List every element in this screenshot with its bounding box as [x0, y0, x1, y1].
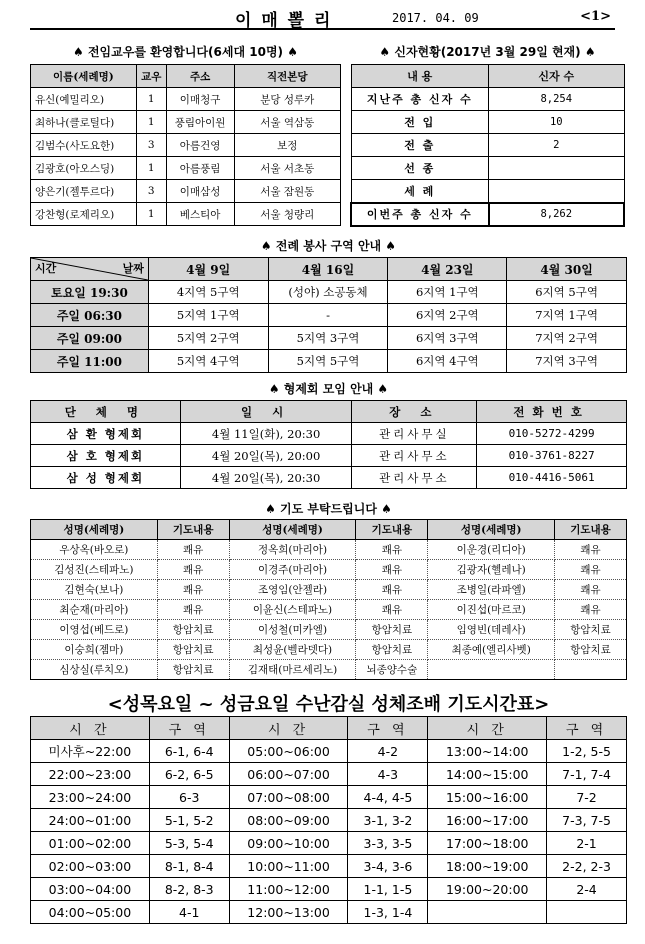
schedule-row	[31, 855, 627, 878]
mass-time: 주일 06:30	[31, 304, 149, 327]
service-zone: 7지역 2구역	[507, 327, 627, 350]
service-zone: 6지역 2구역	[388, 304, 507, 327]
service-date-3: 4월 23일	[388, 258, 507, 281]
schedule-header-row	[31, 717, 627, 740]
schedule-time: 07:00~08:00	[229, 786, 348, 809]
stat-label: 지난주 총 신자 수	[351, 88, 489, 111]
member-address: 아름풍림	[166, 157, 234, 180]
meetings-title: ♠ 형제회 모임 안내 ♠	[268, 382, 389, 396]
prayer-intention: 항암치료	[157, 620, 229, 640]
schedule-time: 14:00~15:00	[428, 763, 547, 786]
col-zone-3: 구 역	[547, 717, 627, 740]
meeting-datetime: 4월 20일(목), 20:00	[180, 445, 352, 467]
welcome-row	[31, 203, 341, 226]
prayer-person: 김성진(스테파노)	[31, 560, 158, 580]
prayer-intention: 쾌유	[555, 600, 627, 620]
welcome-row	[31, 134, 341, 157]
prayer-person: 이영섭(베드로)	[31, 620, 158, 640]
service-title: ♠ 전례 봉사 구역 안내 ♠	[260, 239, 397, 253]
schedule-row	[31, 901, 627, 924]
service-header-row	[31, 258, 627, 281]
prayer-row	[31, 640, 627, 660]
mass-time: 주일 11:00	[31, 350, 149, 373]
service-table	[30, 257, 627, 373]
schedule-time: 01:00~02:00	[31, 832, 150, 855]
welcome-row	[31, 88, 341, 111]
prayer-intention: 쾌유	[157, 540, 229, 560]
schedule-row	[31, 763, 627, 786]
schedule-time: 03:00~04:00	[31, 878, 150, 901]
prayer-intention: 쾌유	[157, 600, 229, 620]
schedule-zone: 7-1, 7-4	[547, 763, 627, 786]
prayer-intention: 항암치료	[356, 620, 428, 640]
schedule-table	[30, 716, 627, 924]
meeting-phone: 010-3761-8227	[477, 445, 627, 467]
schedule-zone: 3-4, 3-6	[348, 855, 428, 878]
col-name-3: 성명(세례명)	[428, 520, 555, 540]
schedule-zone: 4-3	[348, 763, 428, 786]
service-zone: 5지역 3구역	[268, 327, 388, 350]
stat-value	[489, 180, 624, 203]
stat-value: 10	[489, 111, 624, 134]
prayer-intention: 쾌유	[356, 580, 428, 600]
prayer-person: 조영임(안젤라)	[229, 580, 356, 600]
schedule-zone: 6-1, 6-4	[149, 740, 229, 763]
prayer-person: 이경주(마리아)	[229, 560, 356, 580]
prayer-intention: 쾌유	[356, 540, 428, 560]
prayer-intention: 항암치료	[157, 640, 229, 660]
service-zone: 5지역 1구역	[148, 304, 268, 327]
believers-row	[351, 88, 624, 111]
schedule-time: 18:00~19:00	[428, 855, 547, 878]
service-zone: 4지역 5구역	[148, 281, 268, 304]
meeting-row	[31, 467, 627, 489]
prayer-person	[428, 660, 555, 680]
schedule-zone: 2-4	[547, 878, 627, 901]
col-count: 교우	[136, 65, 166, 88]
prayer-intention: 쾌유	[555, 560, 627, 580]
schedule-time: 05:00~06:00	[229, 740, 348, 763]
believers-row	[351, 180, 624, 203]
schedule-time: 미사후~22:00	[31, 740, 150, 763]
schedule-time: 04:00~05:00	[31, 901, 150, 924]
col-believer-count: 신자 수	[489, 65, 624, 88]
member-count: 1	[136, 203, 166, 226]
stat-label: 세 례	[351, 180, 489, 203]
schedule-time: 09:00~10:00	[229, 832, 348, 855]
stat-value	[489, 157, 624, 180]
corner-date-label: 날짜	[122, 262, 144, 275]
schedule-row	[31, 832, 627, 855]
prayer-row	[31, 580, 627, 600]
service-zone: (성야) 소공동체	[268, 281, 388, 304]
schedule-row	[31, 786, 627, 809]
prayer-person: 임영빈(데레사)	[428, 620, 555, 640]
service-row	[31, 350, 627, 373]
prayer-title: ♠ 기도 부탁드립니다 ♠	[265, 502, 392, 516]
believers-row	[351, 203, 624, 226]
member-count: 3	[136, 180, 166, 203]
schedule-zone: 6-3	[149, 786, 229, 809]
prayer-intention: 항암치료	[555, 620, 627, 640]
schedule-zone: 7-2	[547, 786, 627, 809]
welcome-table	[30, 64, 341, 226]
service-zone: 5지역 4구역	[148, 350, 268, 373]
col-name-1: 성명(세례명)	[31, 520, 158, 540]
member-prev-parish: 분당 성루카	[234, 88, 341, 111]
prayer-person: 우상옥(바오로)	[31, 540, 158, 560]
believers-row	[351, 134, 624, 157]
schedule-zone: 1-1, 1-5	[348, 878, 428, 901]
service-zone: 5지역 2구역	[148, 327, 268, 350]
prayer-intention	[555, 660, 627, 680]
prayer-header-row	[31, 520, 627, 540]
meeting-place: 관리사무소	[352, 467, 477, 489]
schedule-time: 24:00~01:00	[31, 809, 150, 832]
member-address: 풍림아이원	[166, 111, 234, 134]
prayer-person: 김재태(마르세리노)	[229, 660, 356, 680]
prayer-person: 이운경(리디아)	[428, 540, 555, 560]
service-row	[31, 327, 627, 350]
prayer-intention: 쾌유	[356, 560, 428, 580]
schedule-time: 19:00~20:00	[428, 878, 547, 901]
prayer-intention: 쾌유	[555, 540, 627, 560]
group-name: 삼 성 형제회	[31, 467, 181, 489]
meeting-phone: 010-5272-4299	[477, 423, 627, 445]
col-phone: 전화번호	[477, 401, 627, 423]
prayer-row	[31, 660, 627, 680]
meeting-place: 관리사무소	[352, 445, 477, 467]
schedule-time: 11:00~12:00	[229, 878, 348, 901]
service-row	[31, 304, 627, 327]
col-time-2: 시 간	[229, 717, 348, 740]
schedule-time: 13:00~14:00	[428, 740, 547, 763]
prayer-person: 이윤신(스테파노)	[229, 600, 356, 620]
service-date-2: 4월 16일	[268, 258, 388, 281]
prayer-person: 이성철(미카엘)	[229, 620, 356, 640]
meeting-row	[31, 445, 627, 467]
col-prayer-1: 기도내용	[157, 520, 229, 540]
schedule-time: 17:00~18:00	[428, 832, 547, 855]
col-place: 장 소	[352, 401, 477, 423]
service-zone: 5지역 5구역	[268, 350, 388, 373]
mass-time: 토요일 19:30	[31, 281, 149, 304]
col-time-3: 시 간	[428, 717, 547, 740]
member-name: 양은기(젤투르다)	[31, 180, 137, 203]
schedule-time: 08:00~09:00	[229, 809, 348, 832]
prayer-person: 이진섭(마르코)	[428, 600, 555, 620]
stat-label: 전 출	[351, 134, 489, 157]
schedule-row	[31, 809, 627, 832]
prayer-row	[31, 600, 627, 620]
prayer-intention: 항암치료	[356, 640, 428, 660]
prayer-intention: 쾌유	[157, 560, 229, 580]
prayer-intention: 쾌유	[356, 600, 428, 620]
group-name: 삼 환 형제회	[31, 423, 181, 445]
service-zone: 7지역 1구역	[507, 304, 627, 327]
believers-header-row	[351, 65, 624, 88]
prayer-person: 최성윤(벨라뎃다)	[229, 640, 356, 660]
col-prayer-3: 기도내용	[555, 520, 627, 540]
service-zone: 7지역 3구역	[507, 350, 627, 373]
schedule-zone: 7-3, 7-5	[547, 809, 627, 832]
stat-value: 2	[489, 134, 624, 157]
schedule-time: 06:00~07:00	[229, 763, 348, 786]
schedule-zone	[547, 901, 627, 924]
col-prev-parish: 직전본당	[234, 65, 341, 88]
col-datetime: 일 시	[180, 401, 352, 423]
stat-value: 8,262	[489, 203, 624, 226]
meeting-place: 관리사무실	[352, 423, 477, 445]
prayer-row	[31, 620, 627, 640]
service-zone: 6지역 3구역	[388, 327, 507, 350]
schedule-zone: 3-1, 3-2	[348, 809, 428, 832]
member-count: 1	[136, 157, 166, 180]
prayer-row	[31, 560, 627, 580]
schedule-zone: 5-1, 5-2	[149, 809, 229, 832]
col-content: 내 용	[351, 65, 489, 88]
member-prev-parish: 서울 역삼동	[234, 111, 341, 134]
col-address: 주소	[166, 65, 234, 88]
welcome-row	[31, 180, 341, 203]
schedule-time: 10:00~11:00	[229, 855, 348, 878]
prayer-person: 심상실(루치오)	[31, 660, 158, 680]
schedule-time: 22:00~23:00	[31, 763, 150, 786]
member-prev-parish: 서울 잠원동	[234, 180, 341, 203]
col-prayer-2: 기도내용	[356, 520, 428, 540]
welcome-header-row	[31, 65, 341, 88]
welcome-row	[31, 157, 341, 180]
group-name: 삼 호 형제회	[31, 445, 181, 467]
member-name: 강찬형(로제리오)	[31, 203, 137, 226]
service-corner	[31, 258, 149, 281]
schedule-row	[31, 740, 627, 763]
member-address: 베스티아	[166, 203, 234, 226]
schedule-zone: 8-1, 8-4	[149, 855, 229, 878]
member-name: 최하나(클로틸다)	[31, 111, 137, 134]
prayer-intention: 쾌유	[555, 580, 627, 600]
col-group: 단 체 명	[31, 401, 181, 423]
masthead	[30, 6, 615, 30]
schedule-time	[428, 901, 547, 924]
member-count: 1	[136, 88, 166, 111]
schedule-zone: 3-3, 3-5	[348, 832, 428, 855]
member-count: 3	[136, 134, 166, 157]
believers-table	[350, 64, 625, 227]
mass-time: 주일 09:00	[31, 327, 149, 350]
service-zone: 6지역 4구역	[388, 350, 507, 373]
member-address: 이매청구	[166, 88, 234, 111]
member-name: 김범수(사도요한)	[31, 134, 137, 157]
schedule-time: 23:00~24:00	[31, 786, 150, 809]
schedule-zone: 1-2, 5-5	[547, 740, 627, 763]
member-name: 김광호(아오스딩)	[31, 157, 137, 180]
schedule-time: 16:00~17:00	[428, 809, 547, 832]
meeting-phone: 010-4416-5061	[477, 467, 627, 489]
schedule-zone: 4-1	[149, 901, 229, 924]
prayer-table	[30, 519, 627, 680]
prayer-person: 김현숙(보나)	[31, 580, 158, 600]
welcome-row	[31, 111, 341, 134]
prayer-row	[31, 540, 627, 560]
col-time-1: 시 간	[31, 717, 150, 740]
stat-value: 8,254	[489, 88, 624, 111]
prayer-intention: 뇌종양수술	[356, 660, 428, 680]
meeting-datetime: 4월 11일(화), 20:30	[180, 423, 352, 445]
schedule-zone: 4-4, 4-5	[348, 786, 428, 809]
member-count: 1	[136, 111, 166, 134]
schedule-zone: 2-2, 2-3	[547, 855, 627, 878]
col-name-2: 성명(세례명)	[229, 520, 356, 540]
member-address: 아름건영	[166, 134, 234, 157]
meetings-table	[30, 400, 627, 489]
prayer-person: 김광자(헬레나)	[428, 560, 555, 580]
member-prev-parish: 서울 서초동	[234, 157, 341, 180]
schedule-title: <성목요일 ~ 성금요일 수난감실 성체조배 기도시간표>	[107, 694, 550, 715]
schedule-time: 12:00~13:00	[229, 901, 348, 924]
schedule-zone: 2-1	[547, 832, 627, 855]
meeting-datetime: 4월 20일(목), 20:30	[180, 467, 352, 489]
member-name: 유신(예밀리오)	[31, 88, 137, 111]
col-zone-2: 구 역	[348, 717, 428, 740]
schedule-row	[31, 878, 627, 901]
prayer-person: 최순재(마리아)	[31, 600, 158, 620]
schedule-zone: 1-3, 1-4	[348, 901, 428, 924]
service-row	[31, 281, 627, 304]
corner-time-label: 시간	[35, 262, 57, 275]
prayer-intention: 항암치료	[157, 660, 229, 680]
prayer-person: 정옥희(마리아)	[229, 540, 356, 560]
prayer-intention: 쾌유	[157, 580, 229, 600]
schedule-zone: 8-2, 8-3	[149, 878, 229, 901]
bulletin-title: 이 매 뽈 리	[235, 11, 333, 31]
service-zone: 6지역 1구역	[388, 281, 507, 304]
prayer-person: 조병일(라파엘)	[428, 580, 555, 600]
bulletin-date: 2017. 04. 09	[392, 11, 479, 25]
col-zone-1: 구 역	[149, 717, 229, 740]
service-date-1: 4월 9일	[148, 258, 268, 281]
service-date-4: 4월 30일	[507, 258, 627, 281]
schedule-zone: 5-3, 5-4	[149, 832, 229, 855]
member-address: 이매삼성	[166, 180, 234, 203]
meeting-row	[31, 423, 627, 445]
member-prev-parish: 보정	[234, 134, 341, 157]
schedule-zone: 6-2, 6-5	[149, 763, 229, 786]
welcome-title: ♠ 전임교우를 환영합니다(6세대 10명) ♠	[73, 45, 298, 59]
schedule-time: 02:00~03:00	[31, 855, 150, 878]
prayer-person: 이숭희(젬마)	[31, 640, 158, 660]
page-number: <1>	[580, 9, 611, 24]
believers-row	[351, 157, 624, 180]
stat-label: 이번주 총 신자 수	[351, 203, 489, 226]
stat-label: 선 종	[351, 157, 489, 180]
prayer-intention: 항암치료	[555, 640, 627, 660]
col-name: 이름(세례명)	[31, 65, 137, 88]
service-zone: 6지역 5구역	[507, 281, 627, 304]
believers-row	[351, 111, 624, 134]
schedule-time: 15:00~16:00	[428, 786, 547, 809]
prayer-person: 최종예(엘리사벳)	[428, 640, 555, 660]
service-zone: -	[268, 304, 388, 327]
stat-label: 전 입	[351, 111, 489, 134]
member-prev-parish: 서울 청량리	[234, 203, 341, 226]
meetings-header-row	[31, 401, 627, 423]
schedule-zone: 4-2	[348, 740, 428, 763]
believers-title: ♠ 신자현황(2017년 3월 29일 현재) ♠	[379, 45, 596, 59]
